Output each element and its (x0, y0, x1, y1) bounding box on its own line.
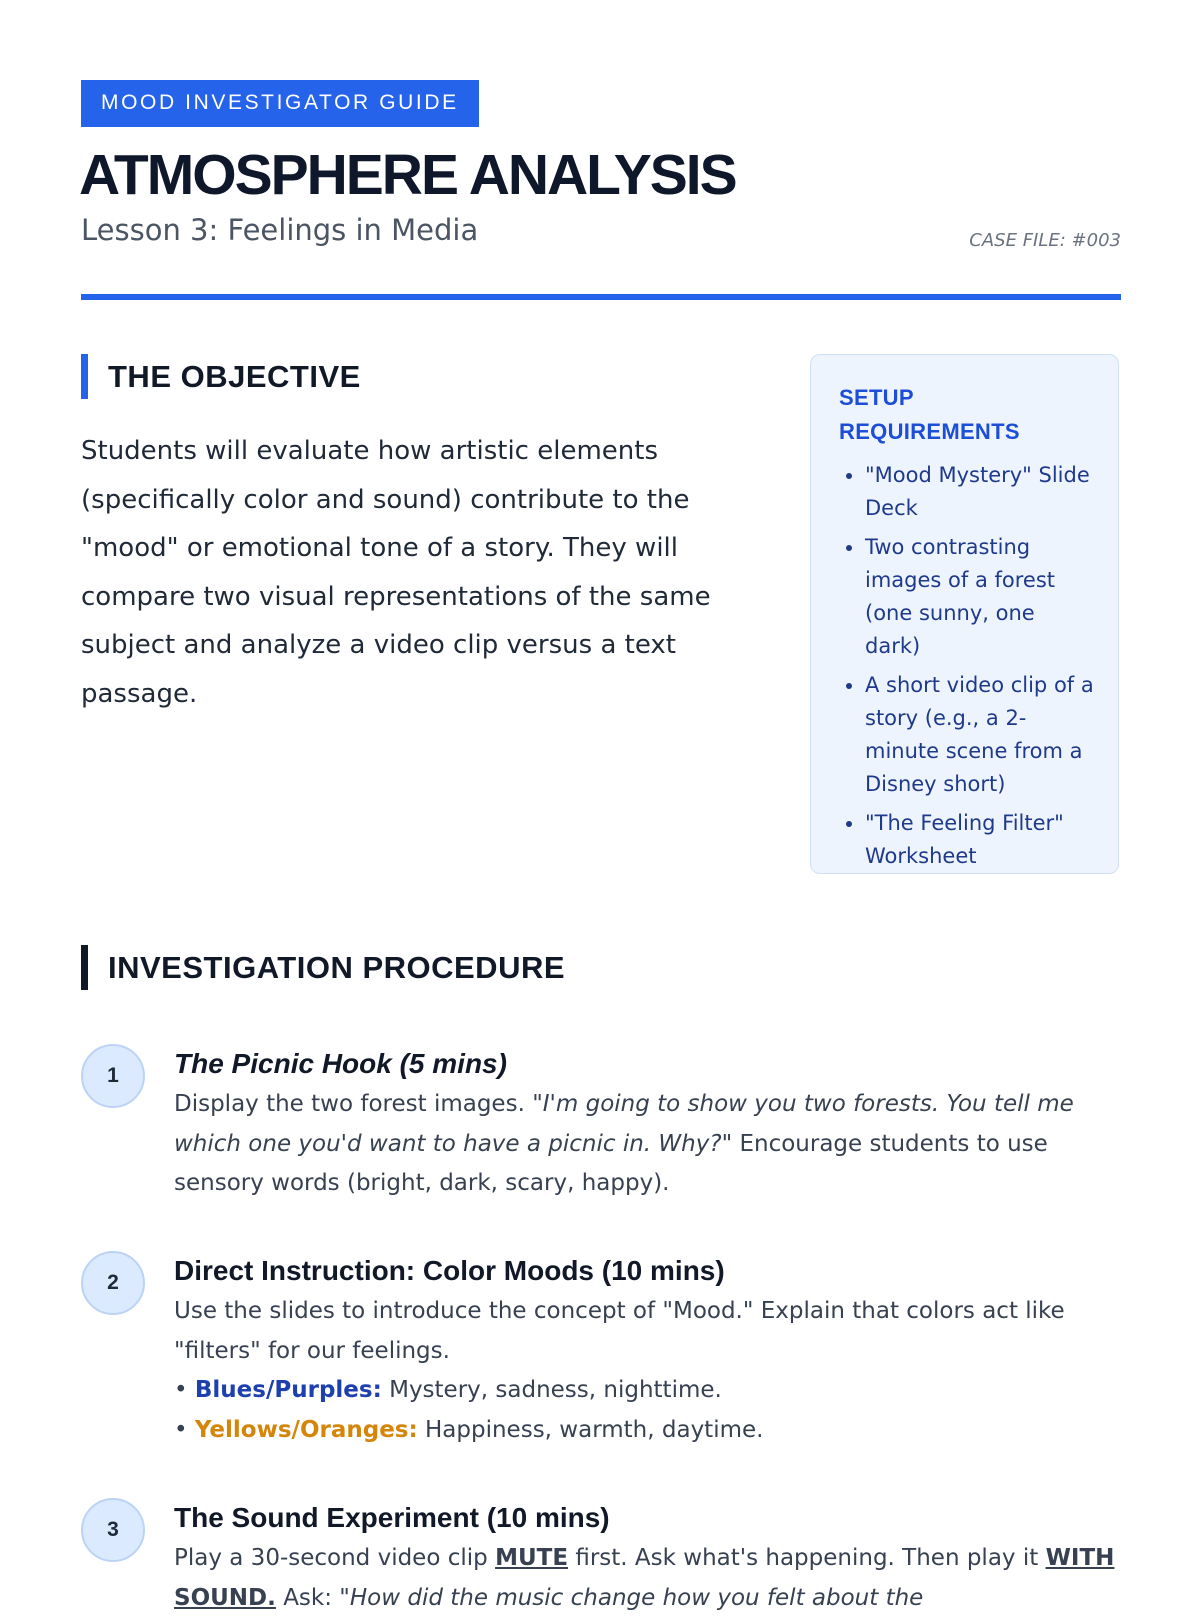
color-mood-bullet: • Blues/Purples: Mystery, sadness, nighttime. (174, 1377, 722, 1403)
step-description: Use the slides to introduce the concept of "Mood." Explain that colors act like "filters" for our feelings. (174, 1298, 1065, 1364)
step-text: Play a 30-second video clip (174, 1545, 488, 1571)
step-text: Ask: (283, 1584, 332, 1611)
color-meaning: Happiness, warmth, daytime. (425, 1416, 764, 1443)
step-description (174, 1085, 1121, 1204)
color-mood-bullet: • Yellows/Oranges: Happiness, warmth, daytime. (174, 1416, 764, 1443)
step-description (174, 1539, 1121, 1618)
color-term: Yellows/Oranges: (194, 1416, 418, 1443)
setup-requirements-box (810, 354, 1119, 874)
setup-title: SETUP REQUIREMENTS (839, 385, 1020, 444)
step-title: Direct Instruction: Color Moods (10 mins) (174, 1255, 725, 1286)
color-term: Blues/Purples: (194, 1377, 382, 1403)
procedure-heading: INVESTIGATION PROCEDURE (81, 945, 565, 990)
step-text: Display the two forest images. (174, 1091, 525, 1117)
setup-list (839, 459, 1094, 873)
step-quote: "How did the music change how you felt about the (339, 1584, 924, 1611)
step-quote: "I'm going to show you two forests. You tell me which one you'd want to have a picnic in. Why?" (174, 1091, 1074, 1157)
step-text: Encourage students to use sensory words (bright, dark, scary, happy). (174, 1130, 1048, 1196)
step-title: The Sound Experiment (10 mins) (174, 1502, 610, 1533)
setup-item: • "The Feeling Filter" Worksheet (865, 807, 1094, 873)
setup-item: • Two contrasting images of a forest (one sunny, one dark) (865, 531, 1094, 663)
step-number-badge: 3 (81, 1498, 145, 1562)
step-text: first. Ask what's happening. Then play it (575, 1545, 1039, 1571)
step-title: The Picnic Hook (5 mins) (174, 1048, 507, 1079)
guide-tag: MOOD INVESTIGATOR GUIDE (81, 80, 479, 127)
page-title: ATMOSPHERE ANALYSIS (79, 143, 736, 207)
color-meaning: Mystery, sadness, nighttime. (389, 1377, 722, 1403)
with-sound-emphasis: WITH SOUND. (174, 1545, 1115, 1611)
setup-item: • "Mood Mystery" Slide Deck (865, 459, 1094, 525)
page-subtitle: Lesson 3: Feelings in Media (81, 213, 479, 247)
mute-emphasis: MUTE (495, 1545, 569, 1571)
setup-item: • A short video clip of a story (e.g., a 2-minute scene from a Disney short) (865, 669, 1094, 801)
header-divider (81, 294, 1121, 300)
step-number-badge: 1 (81, 1044, 145, 1108)
step-number-badge: 2 (81, 1251, 145, 1315)
objective-heading: THE OBJECTIVE (81, 354, 361, 399)
objective-text: Students will evaluate how artistic elements (specifically color and sound) contribute to the "mood" or emotional tone of a story. They will compare two visual representations of the same subject and analyze a video clip versus a text passage. (81, 436, 711, 709)
case-file-label: CASE FILE: #003 (969, 230, 1121, 251)
